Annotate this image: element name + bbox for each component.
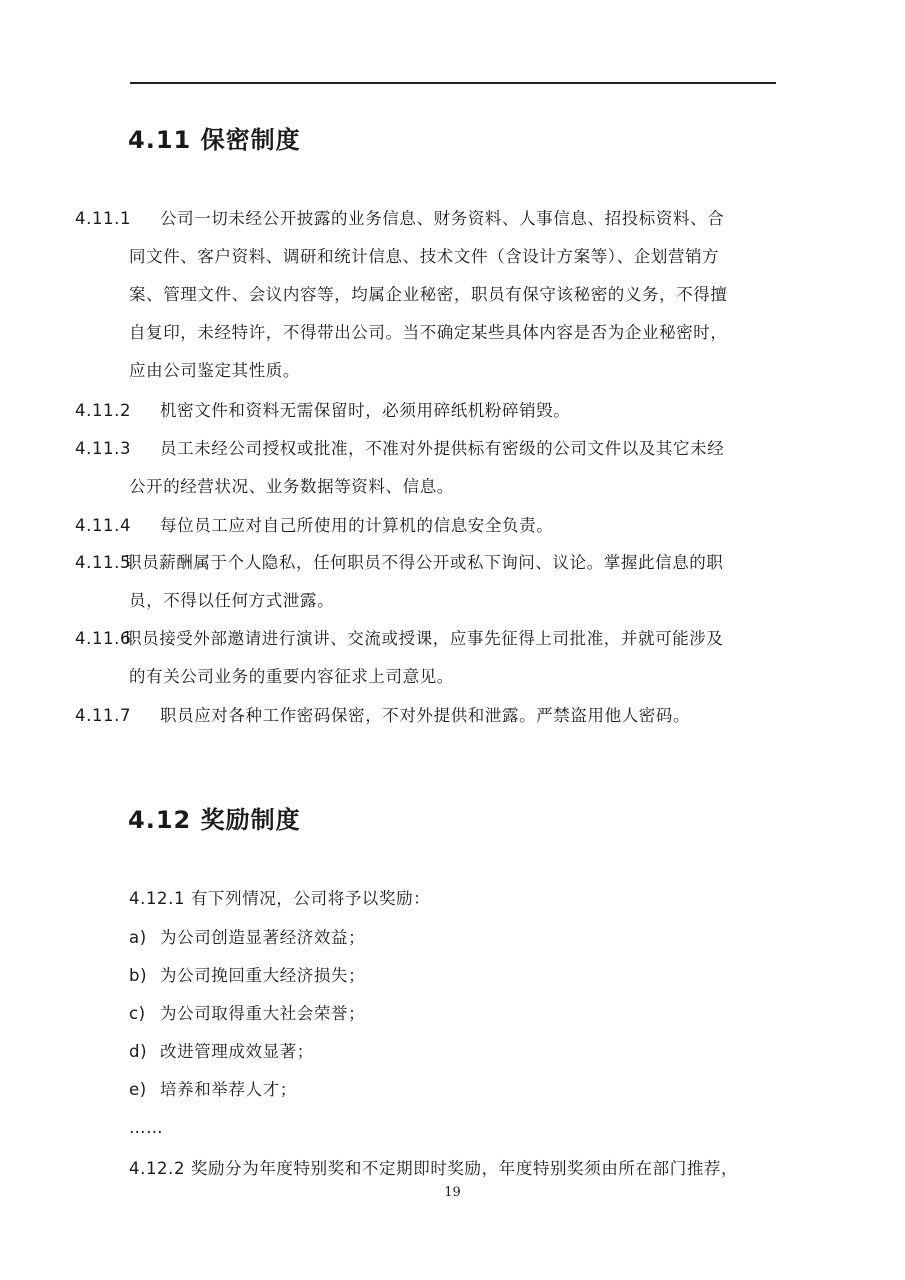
clause-number: 4.11.6 (75, 629, 132, 648)
section-heading-4-12: 4.12 奖励制度 (128, 806, 301, 834)
clause-line: 员，不得以任何方式泄露。 (129, 591, 335, 610)
list-item-label: c) (129, 1004, 146, 1023)
clause-number: 4.11.3 (75, 439, 132, 458)
page-number: 19 (444, 1185, 461, 1200)
list-item-text: 改进管理成效显著； (160, 1042, 314, 1061)
clause-line: 的有关公司业务的重要内容征求上司意见。 (129, 667, 454, 686)
clause-line: 员工未经公司授权或批准，不准对外提供标有密级的公司文件以及其它未经 (160, 439, 725, 458)
clause-line: 案、管理文件、会议内容等，均属企业秘密，职员有保守该秘密的义务，不得擅 (129, 285, 728, 304)
clause-number: 4.11.5 (75, 553, 132, 572)
list-item-text: 为公司取得重大社会荣誉； (160, 1004, 366, 1023)
header-rule (130, 82, 776, 84)
clause-number: 4.11.1 (75, 209, 132, 228)
clause-line: 公司一切未经公开披露的业务信息、财务资料、人事信息、招投标资料、合 (160, 209, 725, 228)
clause-number: 4.11.2 (75, 401, 132, 420)
ellipsis: …… (129, 1118, 164, 1137)
clause-line: 自复印，未经特许，不得带出公司。当不确定某些具体内容是否为企业秘密时， (129, 323, 728, 342)
clause-number: 4.11.4 (75, 516, 132, 535)
clause-4-12-1-intro: 4.12.1 有下列情况，公司将予以奖励： (129, 889, 431, 908)
list-item-label: d) (129, 1042, 148, 1061)
list-item-label: a) (129, 928, 147, 947)
clause-line: 职员接受外部邀请进行演讲、交流或授课，应事先征得上司批准，并就可能涉及 (125, 629, 724, 648)
list-item-label: b) (129, 966, 148, 985)
clause-line: 同文件、客户资料、调研和统计信息、技术文件（含设计方案等）、企划营销方 (129, 247, 720, 266)
clause-line: 应由公司鉴定其性质。 (129, 361, 300, 380)
clause-line: 机密文件和资料无需保留时，必须用碎纸机粉碎销毁。 (160, 401, 571, 420)
clause-line: 职员薪酬属于个人隐私，任何职员不得公开或私下询问、议论。掌握此信息的职 (125, 553, 724, 572)
clause-line: 公开的经营状况、业务数据等资料、信息。 (129, 477, 454, 496)
list-item-text: 培养和举荐人才； (160, 1080, 297, 1099)
clause-4-12-2: 4.12.2 奖励分为年度特别奖和不定期即时奖励，年度特别奖须由所在部门推荐， (129, 1159, 739, 1178)
clause-line: 每位员工应对自己所使用的计算机的信息安全负责。 (160, 516, 554, 535)
list-item-label: e) (129, 1080, 147, 1099)
section-heading-4-11: 4.11 保密制度 (128, 126, 301, 154)
list-item-text: 为公司创造显著经济效益； (160, 928, 366, 947)
clause-line: 职员应对各种工作密码保密，不对外提供和泄露。严禁盗用他人密码。 (160, 706, 691, 725)
clause-number: 4.11.7 (75, 706, 132, 725)
list-item-text: 为公司挽回重大经济损失； (160, 966, 366, 985)
